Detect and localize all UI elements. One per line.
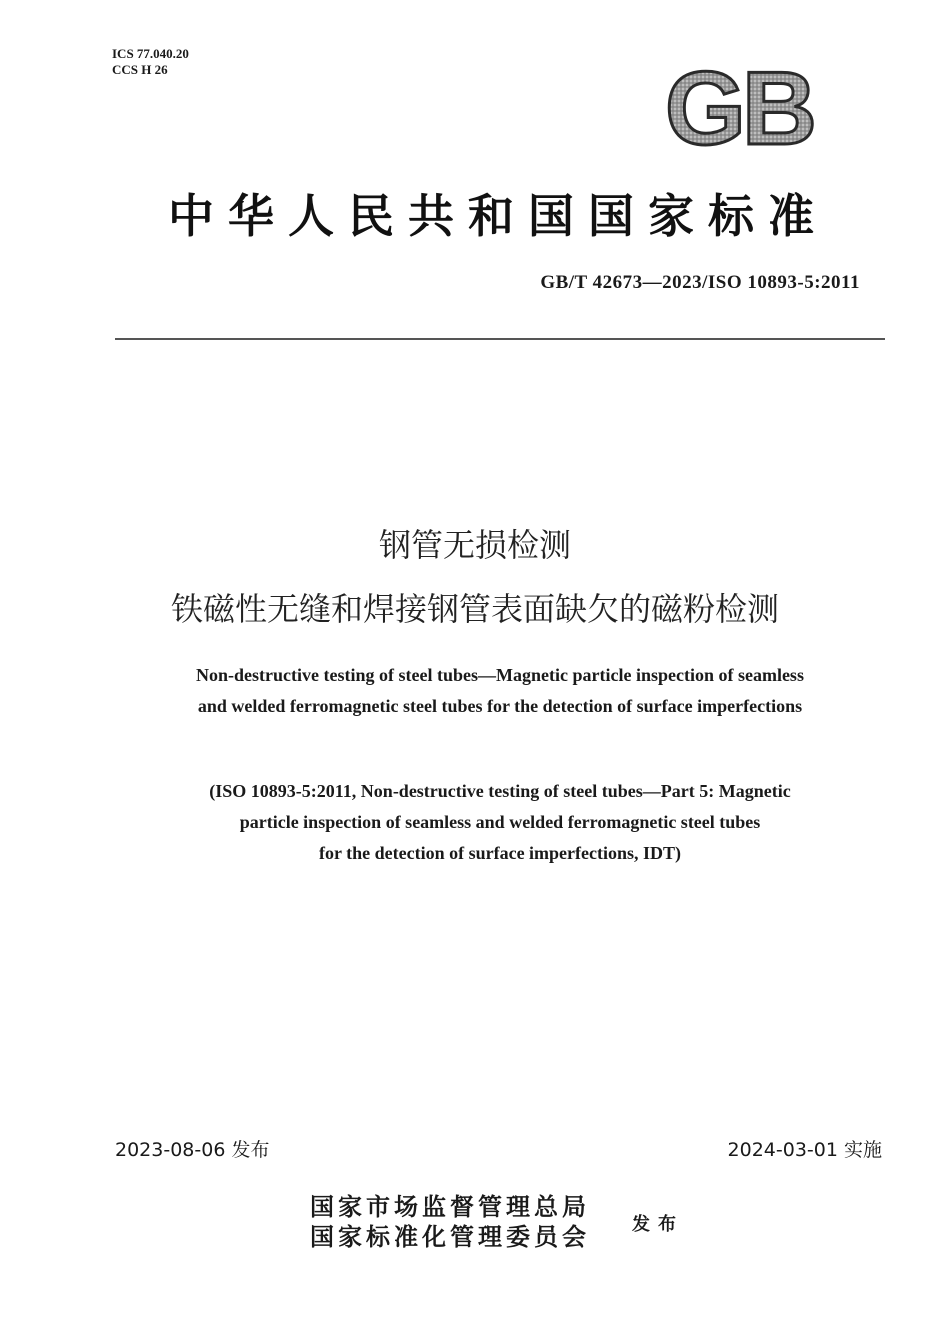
chinese-title-line-1: 钢管无损检测 [378, 526, 571, 564]
ccs-code: CCS H 26 [112, 62, 168, 77]
english-title-line-1: Non-destructive testing of steel tubes—Magnetic particle inspection of seamless [196, 665, 804, 685]
iso-reference-line-2: particle inspection of seamless and welded ferromagnetic steel tubes [239, 812, 761, 832]
english-title [95, 660, 905, 722]
national-standard-title: 中华人民共和国国家标准 [168, 189, 828, 243]
ics-code: ICS 77.040.20 [112, 46, 189, 61]
issue-date: 2023-08-06 发布 [115, 1139, 270, 1161]
classification-codes [112, 46, 189, 78]
english-title-line-2: and welded ferromagnetic steel tubes for the detection of surface imperfections [197, 696, 803, 716]
iso-reference-line-1: (ISO 10893-5:2011, Non-destructive testing of steel tubes—Part 5: Magnetic [209, 781, 791, 801]
chinese-title-line-2: 铁磁性无缝和焊接钢管表面缺欠的磁粉检测 [170, 590, 779, 628]
header-divider [115, 338, 885, 340]
iso-reference-line-3: for the detection of surface imperfections, IDT) [318, 843, 682, 863]
issuer-samr: 国家市场监督管理总局 [310, 1192, 590, 1221]
gb-logo-text: GB [665, 60, 813, 152]
iso-reference [95, 776, 905, 869]
issue-label: 发布 [632, 1214, 684, 1235]
issuer-sac: 国家标准化管理委员会 [310, 1222, 590, 1251]
gb-logo [646, 60, 832, 152]
standard-number: GB/T 42673—2023/ISO 10893-5:2011 [540, 272, 860, 293]
implementation-date: 2024-03-01 实施 [727, 1139, 882, 1161]
issuing-authorities [310, 1192, 590, 1252]
